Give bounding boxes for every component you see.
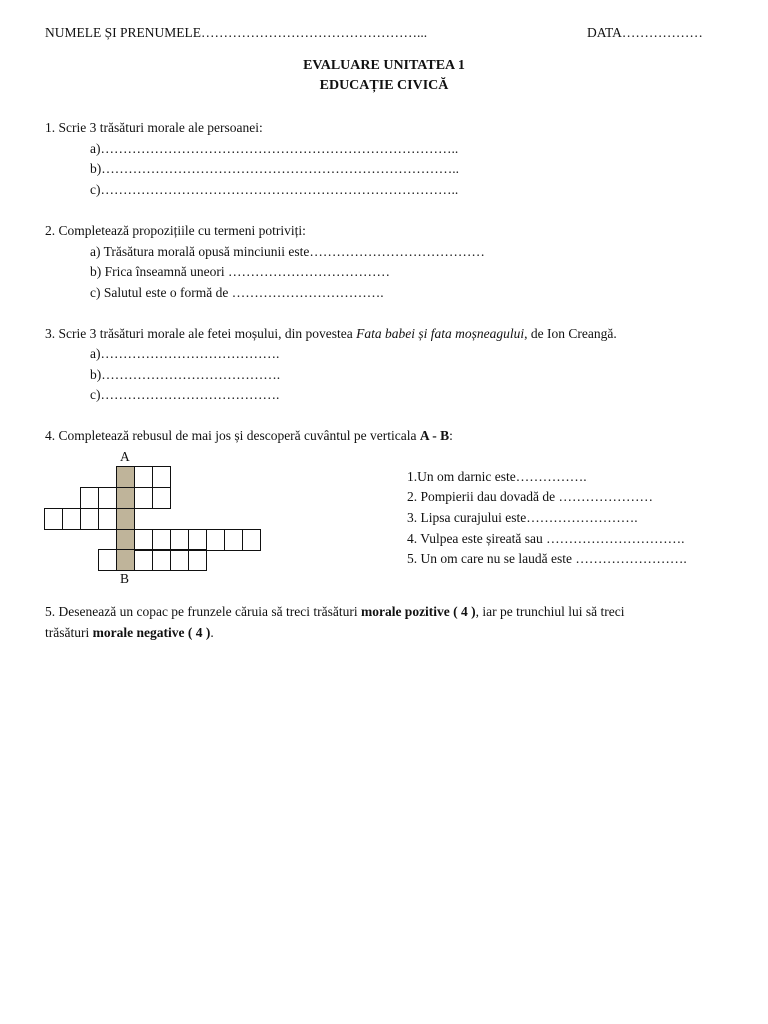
q5-text-mid: , iar pe trunchiul lui să treci (475, 604, 625, 619)
q3-answer-a: a)…………………………………. (90, 346, 280, 361)
crossword-cell-r3-c1 (44, 508, 63, 530)
crossword-cell-r5-c3 (134, 549, 153, 571)
crossword-cell-r4-c4 (170, 529, 189, 551)
crossword-cell-r3-c4 (98, 508, 117, 530)
crossword-cell-r2-c4 (134, 487, 153, 509)
name-field-label: NUMELE ȘI PRENUMELE…………………………………………... (45, 25, 428, 40)
q3-answer-c: c)…………………………………. (90, 387, 280, 402)
crossword-cell-r2-c3 (116, 487, 135, 509)
question-5-line-1 (45, 603, 625, 621)
q3-text-before: 3. Scrie 3 trăsături morale ale fetei moșului, din povestea (45, 326, 357, 341)
crossword-clue-2: 2. Pompierii dau dovadă de ………………… (407, 489, 653, 504)
question-1: 1. Scrie 3 trăsături morale ale persoanei: (45, 120, 263, 135)
crossword-clue-3: 3. Lipsa curajului este……………………. (407, 510, 638, 525)
crossword-cell-r3-c2 (62, 508, 81, 530)
crossword-cell-r5-c2 (116, 549, 135, 571)
q2-item-b: b) Frica înseamnă uneori ……………………………… (90, 264, 390, 279)
crossword-cell-r1-c1 (116, 466, 135, 488)
crossword-cell-r4-c1 (116, 529, 135, 551)
question-2: 2. Completează propozițiile cu termeni potriviți: (45, 223, 306, 238)
q1-answer-a: a)…………………………………………………………………….. (90, 141, 459, 156)
crossword-cell-r4-c5 (188, 529, 207, 551)
crossword-cell-r4-c8 (242, 529, 261, 551)
q1-answer-c: c)…………………………………………………………………….. (90, 182, 459, 197)
q5-negative-traits: morale negative ( 4 ) (92, 625, 211, 640)
crossword-cell-r5-c6 (188, 549, 207, 571)
question-4 (45, 427, 453, 445)
crossword-cell-r4-c3 (152, 529, 171, 551)
page-subtitle: EDUCAȚIE CIVICĂ (319, 78, 449, 93)
q3-answer-b: b)…………………………………. (90, 367, 281, 382)
crossword-cell-r2-c2 (98, 487, 117, 509)
question-3 (45, 325, 617, 343)
crossword-cell-r1-c2 (134, 466, 153, 488)
q4-text-before: 4. Completează rebusul de mai jos și descoperă cuvântul pe verticala (45, 428, 420, 443)
crossword-cell-r3-c3 (80, 508, 99, 530)
crossword-cell-r4-c6 (206, 529, 225, 551)
crossword-cell-r4-c2 (134, 529, 153, 551)
page-title: EVALUARE UNITATEA 1 (303, 58, 465, 73)
crossword-clue-4: 4. Vulpea este șireată sau …………………………. (407, 531, 685, 546)
q4-text-after: : (449, 428, 453, 443)
crossword-label-a: A (120, 449, 130, 464)
q2-item-a: a) Trăsătura morală opusă minciunii este………………………………… (90, 244, 485, 259)
q3-text-after: , de Ion Creangă. (524, 326, 617, 341)
crossword-cell-r5-c5 (170, 549, 189, 571)
q2-item-c: c) Salutul este o formă de ……………………………. (90, 285, 384, 300)
crossword-cell-r5-c1 (98, 549, 117, 571)
date-field-label: DATA……………… (587, 25, 703, 40)
crossword-cell-r2-c5 (152, 487, 171, 509)
q5-line2-before: trăsături (45, 625, 93, 640)
q4-vertical-label: A - B (419, 428, 450, 443)
q5-line2-after: . (210, 625, 214, 640)
q5-text-before: 5. Desenează un copac pe frunzele căruia să treci trăsături (45, 604, 361, 619)
crossword-clue-1: 1.Un om darnic este……………. (407, 469, 587, 484)
crossword-clue-5: 5. Un om care nu se laudă este ……………………. (407, 551, 687, 566)
q3-story-title: Fata babei și fata moșneagului (356, 326, 525, 341)
crossword-label-b: B (120, 571, 130, 586)
q1-answer-b: b)…………………………………………………………………….. (90, 161, 459, 176)
crossword-cell-r3-c5 (116, 508, 135, 530)
crossword-cell-r4-c7 (224, 529, 243, 551)
q5-positive-traits: morale pozitive ( 4 ) (360, 604, 476, 619)
crossword-cell-r1-c3 (152, 466, 171, 488)
question-5-line-2 (45, 624, 214, 642)
crossword-cell-r2-c1 (80, 487, 99, 509)
crossword-cell-r5-c4 (152, 549, 171, 571)
